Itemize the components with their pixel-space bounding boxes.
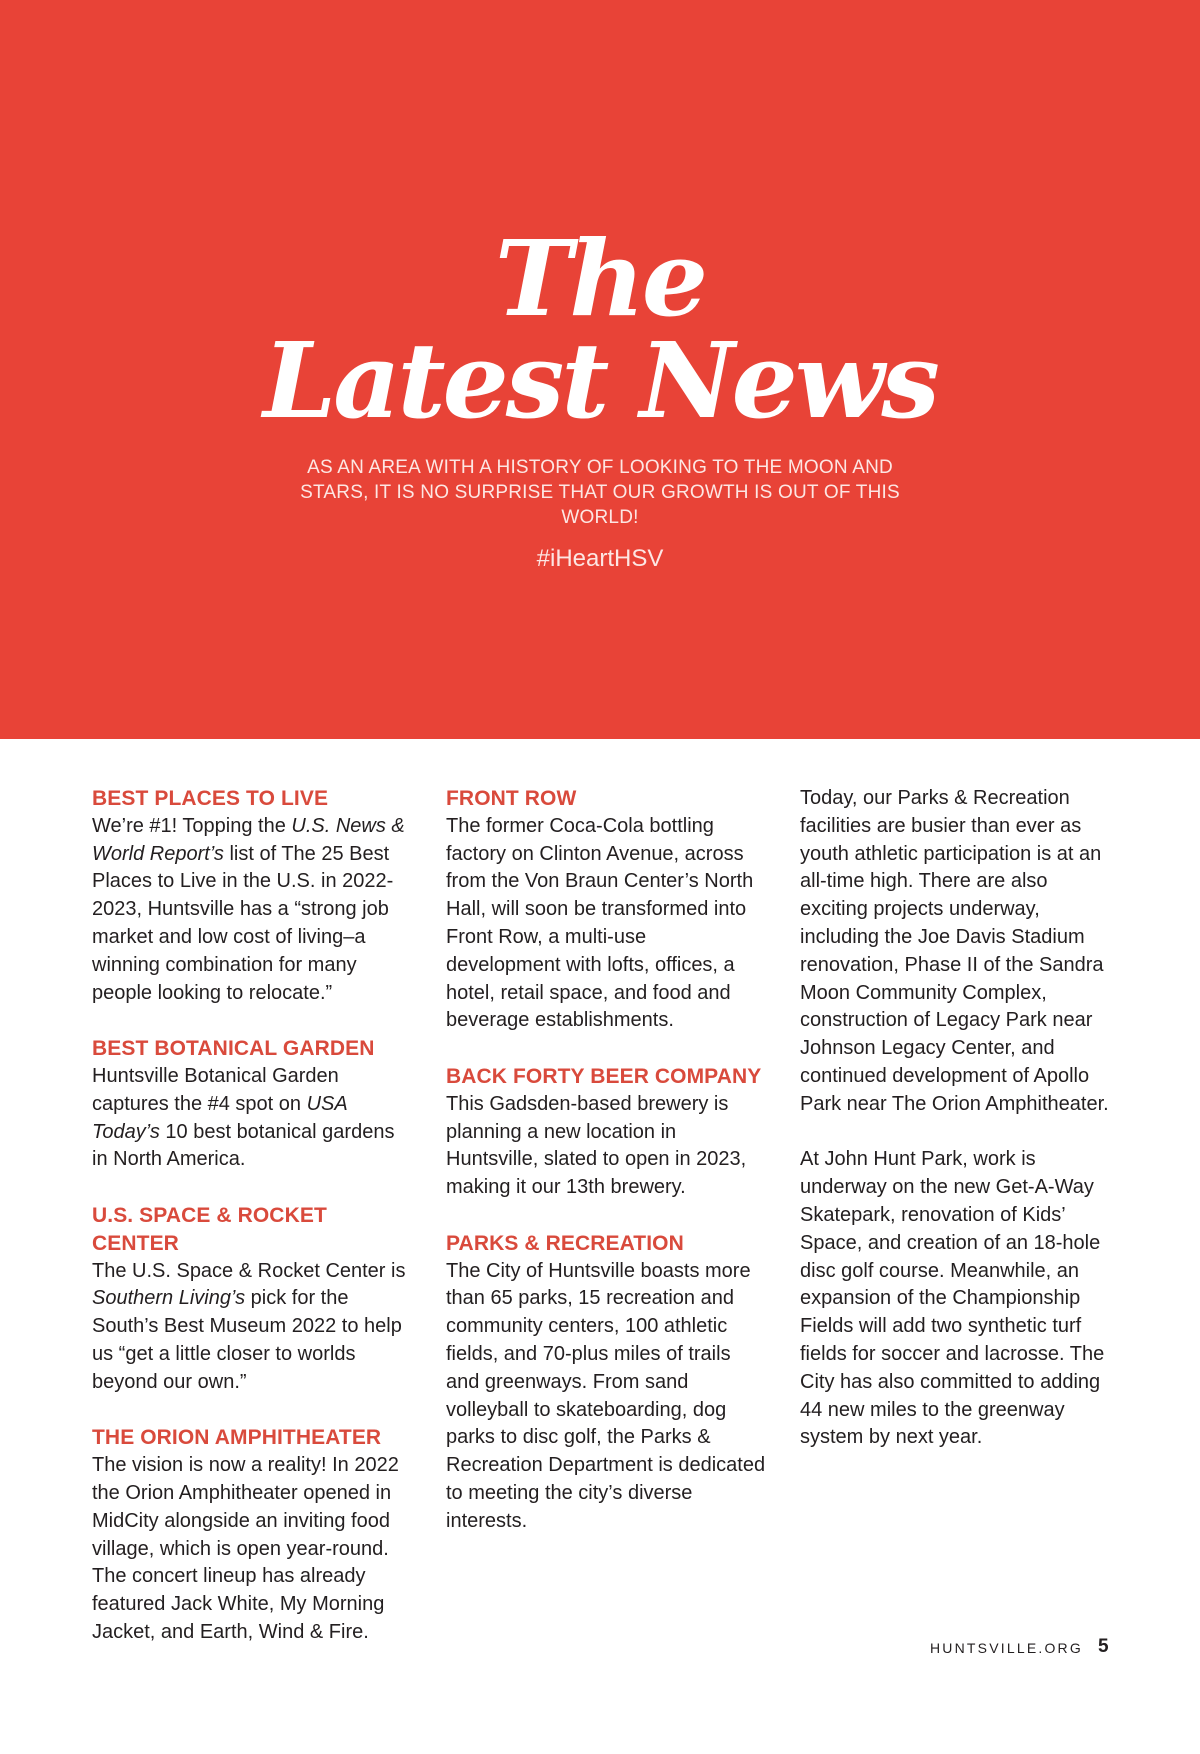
- body-best-places: We’re #1! Topping the U.S. News & World Report’s list of The 25 Best Places to Live in the U.S. in 2022-2023, Huntsville has a “strong job market and low cost of living–a winning combination for many people looking to relocate.”: [92, 814, 405, 1004]
- heading-botanical-garden: BEST BOTANICAL GARDEN: [92, 1037, 375, 1061]
- body-orion-amphitheater: The vision is now a reality! In 2022 the Orion Amphitheater opened in MidCity alongside an inviting food village, which is open year-round. The concert lineup has already featured Jack White, My Morning Jacket, and Earth, Wind & Fire.: [92, 1454, 399, 1643]
- body-botanical-garden: Huntsville Botanical Garden captures the #4 spot on USA Today’s 10 best botanical gardens in North America.: [92, 1064, 395, 1171]
- body-parks-p2: Today, our Parks & Recreation facilities are busier than ever as youth athletic participation is at an all-time high. There are also exciting projects underway, including the Joe Davis Stadium renovation, Phase II of the Sandra Moon Community Complex, construction of Legacy Park near Johnson Legacy Center, and continued development of Apollo Park near The Orion Amphitheater.: [800, 787, 1109, 1115]
- hashtag: #iHeartHSV: [536, 545, 664, 572]
- column-2: [446, 785, 766, 1536]
- heading-best-places: BEST PLACES TO LIVE: [92, 787, 329, 810]
- body-space-rocket-center: The U.S. Space & Rocket Center is Southern Living’s pick for the South’s Best Museum 2022 to help us “get a little closer to worlds beyond our own.”: [92, 1259, 406, 1393]
- body-parks-p3: At John Hunt Park, work is underway on the new Get-A-Way Skatepark, renovation of Kids’ Space, and creation of an 18-hole disc golf course. Meanwhile, an expansion of the Championship Fields will add two synthetic turf fields for soccer and lacrosse. The City has also committed to adding 44 new miles to the greenway system by next year.: [800, 1148, 1105, 1449]
- footer-website: HUNTSVILLE.ORG: [930, 1640, 1083, 1656]
- title-line-1: The: [494, 217, 706, 340]
- column-3: [800, 785, 1120, 1452]
- heading-orion-amphitheater: THE ORION AMPHITHEATER: [92, 1426, 382, 1450]
- hero-banner: [0, 0, 1200, 739]
- body-back-forty: This Gadsden-based brewery is planning a new location in Huntsville, slated to open in 2023, making it our 13th brewery.: [446, 1092, 747, 1199]
- column-1: [92, 785, 412, 1647]
- body-front-row: The former Coca-Cola bottling factory on Clinton Avenue, across from the Von Braun Center’s North Hall, will soon be transformed into Front Row, a multi-use development with lofts, offices, a hotel, retail space, and food and beverage establishments.: [446, 814, 754, 1032]
- heading-space-rocket-center: U.S. SPACE & ROCKET CENTER: [92, 1203, 327, 1255]
- body-parks-p1: The City of Huntsville boasts more than 65 parks, 15 recreation and community centers, 100 athletic fields, and 70-plus miles of trails and greenways. From sand volleyball to skateboarding, dog parks to disc golf, the Parks & Recreation Department is dedicated to meeting the city’s diverse interests.: [446, 1259, 766, 1532]
- heading-back-forty: BACK FORTY BEER COMPANY: [446, 1064, 762, 1088]
- hero-subtitle: AS AN AREA WITH A HISTORY OF LOOKING TO THE MOON AND STARS, IT IS NO SURPRISE THAT OUR GROWTH IS OUT OF THIS WORLD!: [300, 457, 900, 528]
- page-number: 5: [1098, 1636, 1109, 1657]
- heading-parks-recreation: PARKS & RECREATION: [446, 1231, 684, 1255]
- page-title: [0, 217, 1200, 442]
- title-line-2: Latest News: [263, 319, 937, 442]
- heading-front-row: FRONT ROW: [446, 787, 577, 810]
